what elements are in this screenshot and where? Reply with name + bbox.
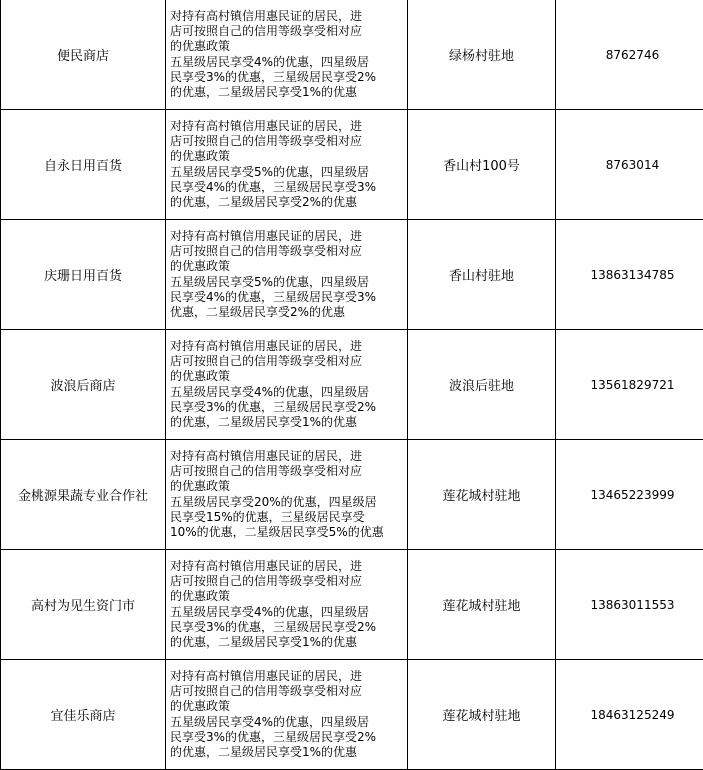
- merchant-table-body: [1, 0, 703, 770]
- table-row: [1, 330, 703, 440]
- table-row: [1, 440, 703, 550]
- policy-cell: [166, 220, 408, 330]
- policy-text: 对持有高村镇信用惠民证的居民，进 店可按照自己的信用等级享受相对应 的优惠政策: [170, 228, 363, 274]
- discount-text: 五星级居民享受4%的优惠，四星级居 民享受3%的优惠，三星级居民享受2% 的优惠，二星级居民享受1%的优惠: [170, 714, 377, 760]
- phone-cell: 13863011553: [556, 550, 703, 660]
- policy-text: 对持有高村镇信用惠民证的居民，进 店可按照自己的信用等级享受相对应 的优惠政策: [170, 8, 363, 54]
- discount-text: 五星级居民享受4%的优惠，四星级居 民享受3%的优惠，三星级居民享受2% 的优惠，二星级居民享受1%的优惠: [170, 54, 377, 100]
- shop-name-cell: 金桃源果蔬专业合作社: [1, 440, 166, 550]
- phone-cell: 13863134785: [556, 220, 703, 330]
- policy-text: 对持有高村镇信用惠民证的居民，进 店可按照自己的信用等级享受相对应 的优惠政策: [170, 558, 363, 604]
- policy-cell: [166, 550, 408, 660]
- table-row: [1, 220, 703, 330]
- policy-cell: [166, 110, 408, 220]
- policy-cell: [166, 330, 408, 440]
- phone-cell: 8762746: [556, 0, 703, 110]
- table-row: [1, 550, 703, 660]
- phone-cell: 8763014: [556, 110, 703, 220]
- policy-text: 对持有高村镇信用惠民证的居民，进 店可按照自己的信用等级享受相对应 的优惠政策: [170, 668, 363, 714]
- discount-text: 五星级居民享受5%的优惠，四星级居 民享受4%的优惠，三星级居民享受3% 的优惠，二星级居民享受2%的优惠: [170, 164, 377, 210]
- shop-name-cell: 高村为见生资门市: [1, 550, 166, 660]
- shop-name-cell: 便民商店: [1, 0, 166, 110]
- address-cell: 绿杨村驻地: [408, 0, 556, 110]
- address-cell: 莲花城村驻地: [408, 440, 556, 550]
- table-row: [1, 0, 703, 110]
- address-cell: 波浪后驻地: [408, 330, 556, 440]
- policy-cell: [166, 440, 408, 550]
- phone-cell: 13465223999: [556, 440, 703, 550]
- address-cell: 香山村驻地: [408, 220, 556, 330]
- shop-name-cell: 庆珊日用百货: [1, 220, 166, 330]
- policy-text: 对持有高村镇信用惠民证的居民，进 店可按照自己的信用等级享受相对应 的优惠政策: [170, 118, 363, 164]
- address-cell: 莲花城村驻地: [408, 550, 556, 660]
- shop-name-cell: 波浪后商店: [1, 330, 166, 440]
- discount-text: 五星级居民享受20%的优惠，四星级居 民享受15%的优惠，三星级居民享受 10%的优惠，二星级居民享受5%的优惠: [170, 494, 384, 540]
- phone-cell: 18463125249: [556, 660, 703, 770]
- policy-text: 对持有高村镇信用惠民证的居民，进 店可按照自己的信用等级享受相对应 的优惠政策: [170, 448, 363, 494]
- discount-text: 五星级居民享受4%的优惠，四星级居 民享受3%的优惠，三星级居民享受2% 的优惠，二星级居民享受1%的优惠: [170, 604, 377, 650]
- shop-name-cell: 宜佳乐商店: [1, 660, 166, 770]
- policy-text: 对持有高村镇信用惠民证的居民，进 店可按照自己的信用等级享受相对应 的优惠政策: [170, 338, 363, 384]
- table-row: [1, 110, 703, 220]
- address-cell: 莲花城村驻地: [408, 660, 556, 770]
- discount-text: 五星级居民享受5%的优惠，四星级居 民享受4%的优惠，三星级居民享受3% 优惠，二星级居民享受2%的优惠: [170, 274, 377, 320]
- phone-cell: 13561829721: [556, 330, 703, 440]
- policy-cell: [166, 660, 408, 770]
- table-row: [1, 660, 703, 770]
- discount-text: 五星级居民享受4%的优惠，四星级居 民享受3%的优惠，三星级居民享受2% 的优惠，二星级居民享受1%的优惠: [170, 384, 377, 430]
- policy-cell: [166, 0, 408, 110]
- shop-name-cell: 自永日用百货: [1, 110, 166, 220]
- address-cell: 香山村100号: [408, 110, 556, 220]
